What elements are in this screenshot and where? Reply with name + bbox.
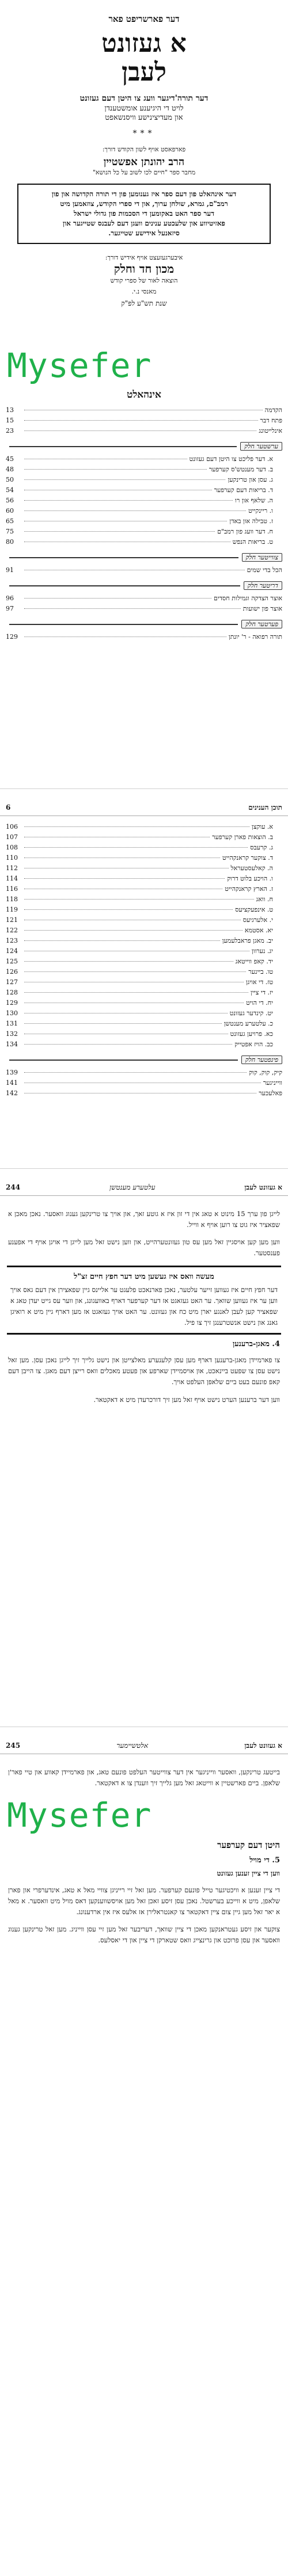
translated-note: איבערגעזעצט אויף אידיש דורך:	[105, 254, 183, 261]
toc-row-page: 134	[6, 1041, 18, 1048]
toc-row-label: יג. נערוון	[251, 947, 273, 955]
part-3-strip	[6, 581, 282, 590]
toc-row[interactable]	[0, 1019, 288, 1029]
toc-row[interactable]	[0, 496, 288, 506]
part-5-strip	[6, 1055, 282, 1064]
leader-dots	[24, 608, 241, 609]
toc-row[interactable]	[0, 426, 288, 436]
toc-row[interactable]	[0, 967, 288, 977]
toc-row[interactable]	[0, 506, 288, 516]
toc-row-page: 45	[6, 455, 14, 463]
toc-row[interactable]	[0, 1039, 288, 1050]
box-line-5: סיזאנעל אידישע שטייגער.	[108, 229, 180, 237]
toc-row-page: 141	[6, 1079, 18, 1087]
toc-row[interactable]	[0, 925, 288, 936]
toc-row-page: 125	[6, 958, 18, 965]
box-line-3: דער ספר האט באקומען די הסכמות פון גדולי ישראל	[73, 209, 214, 218]
toc-row-page: 126	[6, 968, 18, 975]
toc-row[interactable]	[0, 485, 288, 496]
leader-dots	[24, 1023, 222, 1024]
leader-dots	[24, 847, 248, 848]
toc-row-label: כ. עלטערע מענטשן	[223, 1020, 273, 1027]
footer-location: מאנסי נ.י.	[131, 288, 157, 295]
leader-dots	[24, 430, 256, 431]
toc-row-page: 114	[6, 875, 18, 882]
toc-row-page: 91	[6, 566, 14, 574]
toc-row-label: יח. די הויט	[246, 999, 273, 1007]
toc-row-label: ז. טבילה און באדן	[229, 517, 273, 525]
toc-row-page: 54	[6, 486, 14, 494]
running-page-number: 244	[6, 1183, 21, 1191]
toc-row-label: ח. וואג	[256, 895, 273, 903]
toc-row-page: 112	[6, 864, 18, 872]
page-245	[0, 1738, 288, 2576]
toc-row[interactable]	[0, 632, 288, 642]
toc-row-page: 119	[6, 906, 18, 913]
toc-row-label: ב. הוצאות פארן קערפער	[212, 833, 273, 841]
paragraph: צוקער און זיסע געטראנקען מאכן די ציין שוואך, דעריבער זאל מען זיי עסן ווייניג. מען זאל טרינקען גענוג וואסער און עסן פרוכט און גרינצייג וואס שטארקן די ציין און די יאסלעס.	[8, 1925, 280, 1944]
book-title-line1: א געזונט	[101, 29, 187, 58]
story-text: דער חפץ חיים איז געווען זייער עלטער, נאכן פארנאכט פלעגט ער אליינס גיין שפאצירן אין דעם גאס אויך ווען ער איז געווען שוואך. ער האט געזאגט אז דער קערפער דארף באוועגונג, און ווער עס גייט יעדן טאג א שפאציר קען לעבן לאנגע יארן מיט כח און געזונט. ער האט אויך געזאגט אז מען דארף גיין מיט א רואיגן גאנג און נישט אנשטרענגן זיך צו פיל.	[10, 1285, 278, 1327]
part-1-label: ערשטער חלק	[240, 442, 282, 451]
subsection-heading: 5. די מויל	[249, 1856, 280, 1865]
toc-row-page: 139	[6, 1069, 18, 1076]
toc-row-label: אוצר פון ישועות	[242, 605, 282, 612]
story-title: מעשה וואס איז געשען מיט דער חפץ חיים זצ"ל	[74, 1272, 214, 1281]
toc-row[interactable]	[0, 604, 288, 614]
subtitle-1: דער תורה'דיגער וועג צו היטן דעם געזונט	[79, 94, 209, 103]
toc-row-label: יט. קינדער געזונט	[229, 1009, 273, 1017]
series-line: דער פארשריפט פאר	[108, 14, 180, 24]
author-note: מחבר ספר "חיים לכו לשוב על כל הנושא"	[92, 169, 196, 176]
running-section: אלטשיימער	[116, 1742, 149, 1750]
toc-row-label: פתח דבר	[260, 417, 282, 424]
toc-row-label: יד. קאפ ווייטאג	[235, 958, 273, 965]
page-244	[0, 1180, 288, 1727]
leader-dots	[24, 961, 233, 962]
toc-row-page: 130	[6, 1009, 18, 1017]
toc-row[interactable]	[0, 593, 288, 604]
toc-row-label: ג. עסן און טרינקען	[228, 476, 273, 483]
toc-row-page: 129	[6, 999, 18, 1007]
toc-row[interactable]	[0, 915, 288, 925]
toc-top-list	[0, 405, 288, 436]
book-title-line2: לעבן	[122, 58, 166, 87]
box-line-4: פאזיטיווע און שלעכטע ענינים וועגן דעם לעבנס שטייגער און	[63, 219, 225, 227]
toc-row-label: יב. מאגן פראבלעמען	[222, 937, 273, 944]
leader-dots	[24, 992, 248, 993]
toc-row-label: י. אלערגיעס	[242, 916, 273, 924]
running-title: א געזונט לעבן	[244, 1742, 282, 1750]
toc-row-label: ד. בריאות דעם קערפער	[214, 486, 273, 494]
toc-row[interactable]	[0, 1068, 288, 1078]
toc-row-page: 50	[6, 476, 14, 483]
toc-row-label: כא. פרויען געזונט	[230, 1030, 273, 1038]
paragraph: ווען מען קען אויסגיין זאל מען עס טון געזונטערהייט, און ווען נישט זאל מען לייגן די אויגן אויף די אפענע פענסטער.	[8, 1238, 280, 1257]
publisher-tag: הוצאה לאור של ספרי קודש	[110, 277, 178, 284]
leader-dots	[24, 909, 233, 910]
toc-page-1	[0, 386, 288, 789]
toc-row[interactable]	[0, 988, 288, 998]
paragraph: בייטעג טרינקען, וואסער ווייניגער אין דער צווייטער העלפט פונעם טאג, און פארמיידן קאווע און טיי פאר'ן שלאפן. ביים פארשטיין א ווייטאג זאל מען גלייך זיך ווענדן צו א דאקטאר.	[8, 1767, 280, 1787]
part-rule	[9, 1060, 238, 1061]
leader-dots	[24, 510, 246, 511]
part-4-label: פערטער חלק	[241, 620, 282, 628]
section-heading: היטן דעם קערפער	[217, 1840, 280, 1850]
toc-row[interactable]	[0, 894, 288, 905]
paragraph: צו פארמיידן מאגן-ברענען דארף מען עסן קלענערע מאלצייטן און נישט גלייך זיך לייגן נאכן עסן. מען זאל נישט עסן צו שפעט ביינאכט, און אויסמיידן שארפע און פעטע מאכלים וואס רייצן דעם מאגן. צו הייבן דעם קאפ פונעם בעט ביים שלאפן העלפט אויך.	[8, 1356, 280, 1386]
toc-row-label: תורה רפואה - ר' יונתן	[228, 633, 282, 641]
part-2-strip	[6, 553, 282, 562]
running-title: תוכן הענינים	[248, 803, 282, 811]
running-page-number: 6	[6, 803, 11, 811]
story-box	[7, 1266, 281, 1335]
toc-row-page: 131	[6, 1020, 18, 1027]
toc-row-page: 123	[6, 937, 18, 944]
toc-row[interactable]	[0, 565, 288, 576]
toc-row[interactable]	[0, 946, 288, 957]
toc2-list	[0, 822, 288, 1050]
author-name: הרב יהונתן אפשטיין	[103, 156, 185, 168]
toc-row[interactable]	[0, 936, 288, 946]
toc-row-label: ה. שלאף און רו	[235, 497, 273, 504]
part-5-label: פינפטער חלק	[241, 1055, 282, 1064]
toc-row-page: 142	[6, 1089, 18, 1097]
toc-row[interactable]	[0, 1088, 288, 1099]
toc-row-label: אינלייטונג	[259, 427, 282, 435]
leader-dots	[24, 1072, 247, 1073]
leader-dots	[24, 826, 249, 827]
toc-row-label: ט. בריאות הנפש	[232, 538, 273, 546]
leader-dots	[24, 598, 211, 599]
watermark-text: Mysefer	[7, 1796, 152, 1835]
toc-row-page: 124	[6, 947, 18, 955]
toc-row-label: אוצר הצדקה וגמילות חסדים	[214, 595, 282, 602]
content-notice-box	[17, 184, 271, 244]
toc-row-page: 23	[6, 427, 14, 435]
title-page	[0, 0, 288, 346]
toc-row-page: 110	[6, 854, 18, 862]
toc-row-label: ט. אינפעקציעס	[235, 906, 273, 913]
leader-dots	[24, 878, 225, 879]
running-header	[0, 1180, 288, 1196]
toc-row-label: ז. הארץ קראנקהייט	[225, 885, 273, 893]
toc-row-label: הכל בדי שמים	[247, 566, 282, 574]
part-2-label: צווייטער חלק	[242, 553, 282, 562]
toc-row[interactable]	[0, 843, 288, 853]
toc-row-page: 15	[6, 417, 14, 424]
toc-row-label: ד. צוקער קראנקהייט	[222, 854, 273, 862]
toc-row-label: ו. ריינקייט	[248, 507, 273, 515]
part-3-label: דריטער חלק	[244, 581, 282, 590]
toc-row-page: 65	[6, 517, 14, 525]
paragraph: ווען דער ברענען הערט נישט אויף זאל מען זיך דורכרעדן מיט א דאקטאר.	[93, 1395, 280, 1404]
toc-row[interactable]	[0, 1029, 288, 1039]
toc-row[interactable]	[0, 537, 288, 547]
toc-row-page: 127	[6, 978, 18, 986]
toc-row[interactable]	[0, 977, 288, 988]
part-rule	[9, 446, 237, 447]
part-rule	[9, 624, 238, 625]
toc-row[interactable]	[0, 853, 288, 863]
section-heading: 4. מאגן-ברענען	[232, 1339, 280, 1348]
subtitle-2: לויט די היגיענע אומשטענדן	[104, 104, 184, 113]
toc-row-label: יז. די ציין	[251, 989, 273, 996]
leader-dots	[24, 1044, 232, 1045]
toc-row[interactable]	[0, 416, 288, 426]
part-4-strip	[6, 620, 282, 628]
toc-row-page: 75	[6, 528, 14, 535]
subsection-heading: ווען די ציין זענען געזונט	[217, 1869, 280, 1877]
leader-dots	[24, 500, 233, 501]
leader-dots	[24, 899, 254, 900]
toc-row[interactable]	[0, 957, 288, 967]
toc-row-label: יא. אסטמא	[244, 927, 273, 934]
toc-row-page: 13	[6, 406, 14, 414]
running-title: א געזונט לעבן	[244, 1183, 282, 1191]
box-line-1: דער אינהאלט פון דעם ספר איז גענומען פון די תורה הקדושה און פון	[51, 190, 237, 198]
toc-row-page: 107	[6, 833, 18, 841]
toc-row-page: 128	[6, 989, 18, 996]
leader-dots	[24, 971, 246, 972]
toc-row-label: א. דער פליכט צו היטן דעם געזונט	[189, 455, 273, 463]
toc-row-page: 48	[6, 466, 14, 473]
toc-row[interactable]	[0, 1008, 288, 1019]
publication-year: שנת תש"ע לפ"ק	[121, 299, 167, 307]
toc-row-page: 122	[6, 927, 18, 934]
toc-row-label: ו. הויכע בלוט דרוק	[227, 875, 273, 882]
toc-row[interactable]	[0, 516, 288, 527]
box-line-2: רמב"ם, גמרא, שולחן ערוך, און די ספרי הקודש, צוזאמען מיט	[60, 200, 228, 208]
toc-row-label: טז. די אויגן	[245, 978, 273, 986]
toc-row[interactable]	[0, 464, 288, 475]
toc-row[interactable]	[0, 454, 288, 464]
toc-row-page: 60	[6, 507, 14, 515]
toc-row-page: 116	[6, 885, 18, 893]
toc-row-page: 121	[6, 916, 18, 924]
running-header	[0, 1738, 288, 1754]
subtitle-3: און מעדיצינישע וויסנשאפט	[105, 113, 183, 122]
part-rule	[9, 585, 240, 586]
toc-row-label: ה. קאלעסטעראל	[230, 864, 273, 872]
toc-row[interactable]	[0, 863, 288, 874]
leader-dots	[24, 940, 220, 941]
toc-row-label: כב. הויז אפטייק	[234, 1041, 273, 1048]
toc-row[interactable]	[0, 884, 288, 894]
toc-row-label: ג. קרעבס	[250, 844, 273, 851]
toc-row-page: 97	[6, 605, 14, 612]
leader-dots	[24, 930, 242, 931]
running-header	[0, 800, 288, 816]
toc-row[interactable]	[0, 998, 288, 1008]
toc-row-label: ח. דער וועג פון רמב"ם	[217, 528, 273, 535]
toc-row-label: פאלעכער	[259, 1089, 282, 1097]
toc-row-label: ווייניגער	[263, 1079, 282, 1087]
toc-row-label: קיק, קוק, קוק	[249, 1069, 282, 1076]
toc-row[interactable]	[0, 822, 288, 832]
paragraph: לייגן פון ערך 15 מינוט א טאג אין די זון איז א גוטע זאך, און אויך צו טרינקען גענוג וואסער. נאכן מאכן א שפאציר איז גוט צו רוען אויף א ווייל.	[8, 1209, 281, 1229]
toc-row[interactable]	[0, 905, 288, 915]
toc-row-label: א. עוקצן	[251, 823, 273, 830]
watermark-text: Mysefer	[7, 346, 152, 385]
toc-row[interactable]	[0, 405, 288, 416]
leader-dots	[24, 420, 258, 421]
toc-row[interactable]	[0, 1078, 288, 1088]
toc-row[interactable]	[0, 527, 288, 537]
publisher-name: מכון חד וחלק	[113, 262, 175, 276]
toc-row-page: 56	[6, 497, 14, 504]
toc-row-page: 129	[6, 633, 18, 641]
toc-part1-list	[0, 454, 288, 547]
toc-row-page: 96	[6, 595, 14, 602]
toc-row[interactable]	[0, 832, 288, 843]
toc-row-page: 106	[6, 823, 18, 830]
toc-row-page: 118	[6, 895, 18, 903]
toc-row-page: 108	[6, 844, 18, 851]
toc-row-label: ב. דער מענטש'ס קערפער	[209, 466, 273, 473]
leader-dots	[24, 479, 225, 480]
part-rule	[9, 557, 238, 558]
toc-page-2	[0, 800, 288, 1169]
toc-row[interactable]	[0, 874, 288, 884]
leader-dots	[24, 469, 207, 470]
toc-row-page: 132	[6, 1030, 18, 1038]
toc-row-label: הקדמה	[264, 406, 282, 414]
adapted-note: פארפאסט אויף לשון הקודש דורך:	[102, 146, 186, 153]
watermark-strip	[0, 345, 288, 386]
toc-row[interactable]	[0, 475, 288, 485]
leader-dots	[24, 531, 215, 532]
paragraph: די ציין זענען א וויכטיגער טייל פונעם קערפער. מען זאל זיי רייניגן צוויי מאל א טאג, אינדערפרי און פארן שלאפן, מיט א ווייכע בערשטל. נאכן עסן זיסע זאכן זאל מען אויסשווענקען דאס מויל מיט וואסער. א מאל א יאר זאל מען גיין צום ציין דאקטאר צו קאנטראלירן אז אלעס איז אין ארדענונג.	[8, 1885, 280, 1916]
stars-divider: ***	[132, 129, 156, 138]
running-section: עלטערע מענטשן	[109, 1183, 156, 1191]
toc-title: אינהאלט	[127, 389, 161, 401]
toc-row-page: 80	[6, 538, 14, 546]
running-page-number: 245	[6, 1742, 21, 1750]
part-1-strip	[6, 442, 282, 451]
toc-row-label: טו. ביינער	[248, 968, 273, 975]
